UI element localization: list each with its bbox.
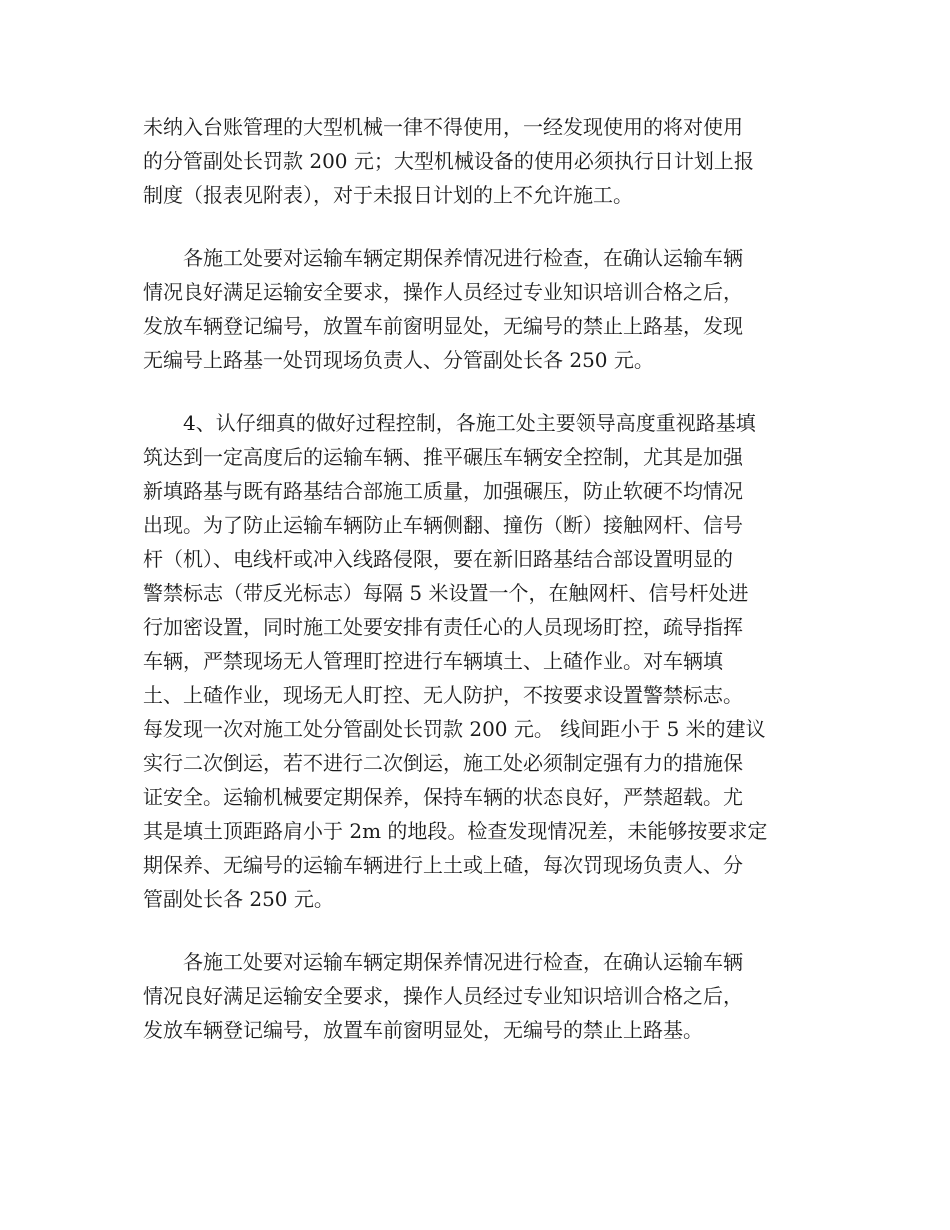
text-line: 发放车辆登记编号，放置车前窗明显处，无编号的禁止上路基，发现 bbox=[143, 314, 743, 338]
paragraph-spacer bbox=[143, 377, 811, 406]
text-line: 各施工处要对运输车辆定期保养情况进行检查，在确认运输车辆 bbox=[143, 246, 743, 270]
text-line: 筑达到一定高度后的运输车辆、推平碾压车辆安全控制，尤其是加强 bbox=[143, 445, 743, 469]
text-line: 每发现一次对施工处分管副处长罚款 200 元。 线间距小于 5 米的建议 bbox=[143, 717, 766, 741]
paragraph-3 bbox=[143, 406, 811, 916]
text-line: 警禁标志（带反光标志）每隔 5 米设置一个，在触网杆、信号杆处进 bbox=[143, 581, 749, 605]
paragraph-4 bbox=[143, 945, 811, 1047]
text-line: 情况良好满足运输安全要求，操作人员经过专业知识培训合格之后， bbox=[143, 984, 743, 1008]
paragraph-spacer bbox=[143, 916, 811, 945]
text-line: 期保养、无编号的运输车辆进行上土或上碴，每次罚现场负责人、分 bbox=[143, 853, 743, 877]
document-body bbox=[143, 110, 811, 1047]
text-line: 管副处长各 250 元。 bbox=[143, 887, 334, 911]
text-line: 制度（报表见附表），对于未报日计划的上不允许施工。 bbox=[143, 183, 633, 207]
text-line: 出现。为了防止运输车辆防止车辆侧翻、撞伤（断）接触网杆、信号 bbox=[143, 513, 743, 537]
text-line: 的分管副处长罚款 200 元；大型机械设备的使用必须执行日计划上报 bbox=[143, 149, 754, 173]
text-line: 车辆，严禁现场无人管理盯控进行车辆填土、上碴作业。对车辆填 bbox=[143, 649, 723, 673]
text-line: 情况良好满足运输安全要求，操作人员经过专业知识培训合格之后， bbox=[143, 280, 743, 304]
text-line: 未纳入台账管理的大型机械一律不得使用，一经发现使用的将对使用 bbox=[143, 115, 743, 139]
text-line: 土、上碴作业，现场无人盯控、无人防护，不按要求设置警禁标志。 bbox=[143, 683, 743, 707]
text-line: 行加密设置，同时施工处要安排有责任心的人员现场盯控，疏导指挥 bbox=[143, 615, 743, 639]
text-line: 杆（机）、电线杆或冲入线路侵限，要在新旧路基结合部设置明显的 bbox=[143, 547, 733, 571]
text-line: 证安全。运输机械要定期保养，保持车辆的状态良好，严禁超载。尤 bbox=[143, 785, 743, 809]
text-line: 实行二次倒运，若不进行二次倒运，施工处必须制定强有力的措施保 bbox=[143, 751, 743, 775]
paragraph-1 bbox=[143, 110, 811, 212]
paragraph-2 bbox=[143, 241, 811, 377]
text-line: 无编号上路基一处罚现场负责人、分管副处长各 250 元。 bbox=[143, 348, 654, 372]
text-line: 其是填土顶距路肩小于 2m 的地段。检查发现情况差，未能够按要求定 bbox=[143, 819, 768, 843]
paragraph-spacer bbox=[143, 212, 811, 241]
text-line: 发放车辆登记编号，放置车前窗明显处，无编号的禁止上路基。 bbox=[143, 1018, 703, 1042]
text-line: 各施工处要对运输车辆定期保养情况进行检查，在确认运输车辆 bbox=[143, 950, 743, 974]
text-line: 4、认仔细真的做好过程控制，各施工处主要领导高度重视路基填 bbox=[143, 411, 756, 435]
text-line: 新填路基与既有路基结合部施工质量，加强碾压，防止软硬不均情况 bbox=[143, 479, 743, 503]
